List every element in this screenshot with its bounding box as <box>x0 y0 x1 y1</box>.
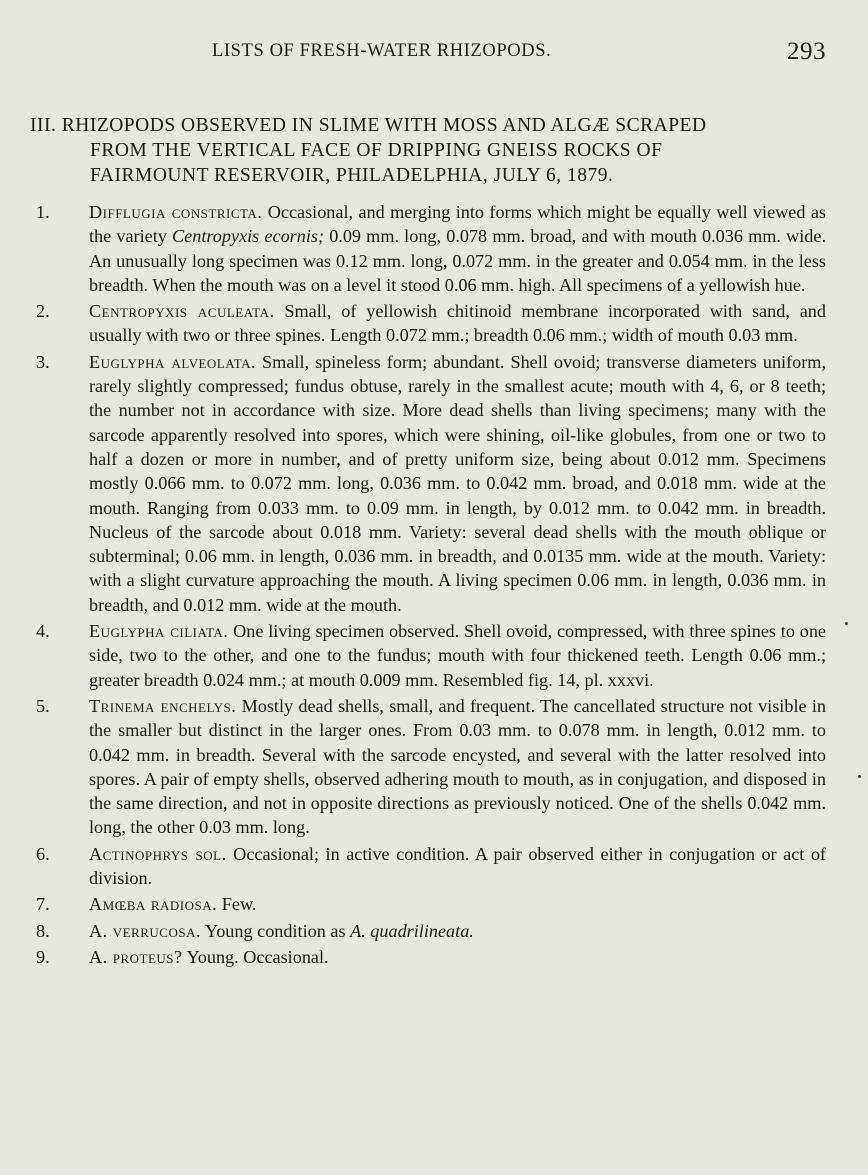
section-heading-line: III. RHIZOPODS OBSERVED IN SLIME WITH MOSS AND ALGÆ SCRAPED <box>30 115 707 136</box>
species-entry <box>36 945 826 969</box>
species-name: Centropyxis aculeata. <box>89 301 275 322</box>
species-name: Difflugia constricta. <box>89 202 263 222</box>
species-entry <box>36 892 826 916</box>
entry-number: 6. <box>36 843 50 864</box>
species-entry <box>36 619 826 692</box>
entry-number: 7. <box>36 894 50 915</box>
entry-text: One living specimen observed. Shell ovoid, compressed, with three spines to one side, two to the other, and one to the fundus; mouth with four thickened teeth. Length 0.06 mm.; greater breadth 0.024 mm.; at mouth 0.009 mm. Resembled fig. 14, pl. xxxvi. <box>89 621 826 690</box>
species-entry <box>36 694 826 840</box>
species-name: Actinophrys sol. <box>89 843 227 864</box>
entry-text: 0.09 mm. long, 0.078 mm. broad, and with mouth 0.036 mm. wide. An unusually long specimen was 0.12 mm. long, 0.072 mm. in the greater and 0.054 mm. in the less breadth. When the mouth was on a level it stood 0.06 mm. high. All specimens of a yellowish hue. <box>89 226 826 295</box>
species-entry <box>36 200 826 297</box>
section-heading-line: FROM THE VERTICAL FACE OF DRIPPING GNEISS ROCKS OF <box>90 140 663 161</box>
entry-number: 3. <box>36 351 50 372</box>
entry-number: 2. <box>36 301 50 322</box>
entry-text: Young. Occasional. <box>182 946 329 967</box>
entry-number: 8. <box>36 920 50 941</box>
page-number: 293 <box>787 38 826 65</box>
species-name: Trinema enchelys. <box>89 695 237 716</box>
entry-text: Mostly dead shells, small, and frequent. The cancellated structure not visible in the smaller but distinct in the larger ones. From 0.03 mm. to 0.078 mm. in length, 0.012 mm. to 0.042 mm. in breadth. Several with the sarcode encysted, and several with the latter resolved into spores. A pair of empty shells, observed adhering mouth to mouth, as in conjugation, and disposed in the same direction, and not in opposite directions as previously noticed. One of the shells 0.042 mm. long, the other 0.03 mm. long. <box>89 695 826 838</box>
species-entry <box>36 299 826 348</box>
entry-text: Young condition as <box>201 920 351 941</box>
species-entry <box>36 350 826 617</box>
running-head <box>0 38 868 72</box>
section-heading-line: FAIRMOUNT RESERVOIR, PHILADELPHIA, JULY 6, 1879. <box>90 165 614 186</box>
entry-text: Small, of yellowish chitinoid membrane incorporated with sand, and usually with two or three spines. Length 0.072 mm.; breadth 0.06 mm.; width of mouth 0.03 mm. <box>89 301 826 346</box>
paper-speck <box>845 622 848 625</box>
species-name: Euglypha ciliata. <box>89 621 229 642</box>
entry-italic-text: Centropyxis ecornis; <box>172 226 325 247</box>
entry-italic-text: A. quadrilineata. <box>350 920 474 941</box>
species-entry <box>36 842 826 891</box>
species-list <box>36 200 826 971</box>
entry-text: Few. <box>217 894 257 915</box>
entry-text: Occasional, and merging into forms which might be equally well viewed as the variety <box>89 202 826 247</box>
species-name: Amœba radiosa. <box>89 894 218 915</box>
entry-number: 9. <box>36 946 50 967</box>
entry-number: 4. <box>36 621 50 642</box>
section-heading <box>30 113 830 188</box>
running-title: LISTS OF FRESH-WATER RHIZOPODS. <box>212 41 552 61</box>
species-name: A. proteus? <box>89 946 183 967</box>
species-name: A. verrucosa. <box>89 920 202 941</box>
entry-number: 1. <box>36 202 50 222</box>
paper-speck <box>858 775 861 778</box>
entry-text: Small, spineless form; abundant. Shell ovoid; transverse diameters uniform, rarely slightly compressed; fundus obtuse, rarely in the smallest acute; mouth with 4, 6, or 8 teeth; the number not in accordance with size. More dead shells than living specimens; many with the sarcode apparently resolved into spores, which were shining, oil-like globules, from one or two to half a dozen or more in number, and of pretty uniform size, being about 0.012 mm. Specimens mostly 0.066 mm. to 0.072 mm. long, 0.036 mm. to 0.042 mm. broad, and 0.018 mm. wide at the mouth. Ranging from 0.033 mm. to 0.09 mm. in length, by 0.012 mm. to 0.042 mm. in breadth. Nucleus of the sarcode about 0.018 mm. Variety: several dead shells with the mouth oblique or subterminal; 0.06 mm. in length, 0.036 mm. in breadth, and 0.0135 mm. wide at the mouth. Variety: with a slight curvature approaching the mouth. A living specimen 0.06 mm. in length, 0.036 mm. in breadth, and 0.012 mm. wide at the mouth. <box>89 351 826 615</box>
species-entry <box>36 919 826 943</box>
species-name: Euglypha alveolata. <box>89 351 257 372</box>
entry-number: 5. <box>36 695 50 716</box>
entry-text: Occasional; in active condition. A pair observed either in conjugation or act of division. <box>89 843 826 889</box>
